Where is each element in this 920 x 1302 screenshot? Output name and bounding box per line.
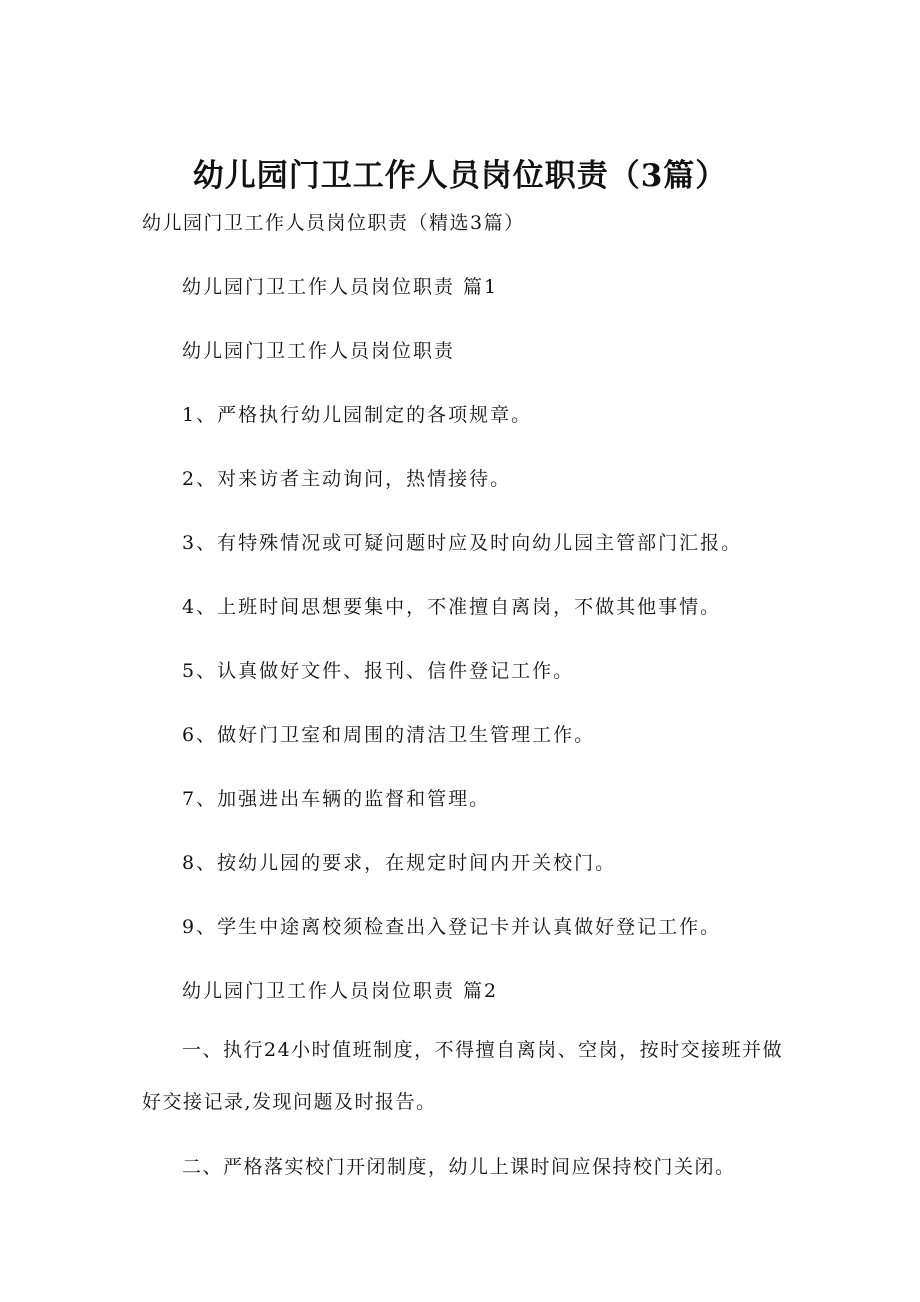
paragraph: 二、严格落实校门开闭制度，幼儿上课时间应保持校门关闭。 — [182, 1156, 736, 1178]
list-item: 1、严格执行幼儿园制定的各项规章。 — [182, 404, 533, 426]
section-1-heading: 幼儿园门卫工作人员岗位职责 篇1 — [182, 276, 499, 298]
list-item: 7、加强进出车辆的监督和管理。 — [182, 788, 491, 810]
list-item: 6、做好门卫室和周围的清洁卫生管理工作。 — [182, 724, 596, 746]
section-1-subheading: 幼儿园门卫工作人员岗位职责 — [182, 340, 456, 362]
list-item: 8、按幼儿园的要求，在规定时间内开关校门。 — [182, 852, 617, 874]
list-item: 2、对来访者主动询问，热情接待。 — [182, 468, 512, 490]
list-item: 3、有特殊情况或可疑问题时应及时向幼儿园主管部门汇报。 — [182, 532, 743, 554]
list-item: 5、认真做好文件、报刊、信件登记工作。 — [182, 660, 575, 682]
paragraph: 一、执行24小时值班制度，不得擅自离岗、空岗，按时交接班并做好交接记录,发现问题及时报告。 — [142, 1039, 784, 1113]
list-item: 9、学生中途离校须检查出入登记卡并认真做好登记工作。 — [182, 916, 722, 938]
section-2-heading: 幼儿园门卫工作人员岗位职责 篇2 — [182, 980, 499, 1002]
list-item: 4、上班时间思想要集中，不准擅自离岗，不做其他事情。 — [182, 596, 722, 618]
document-title: 幼儿园门卫工作人员岗位职责（3篇） — [192, 158, 728, 194]
document-subtitle: 幼儿园门卫工作人员岗位职责（精选3篇） — [142, 212, 525, 234]
